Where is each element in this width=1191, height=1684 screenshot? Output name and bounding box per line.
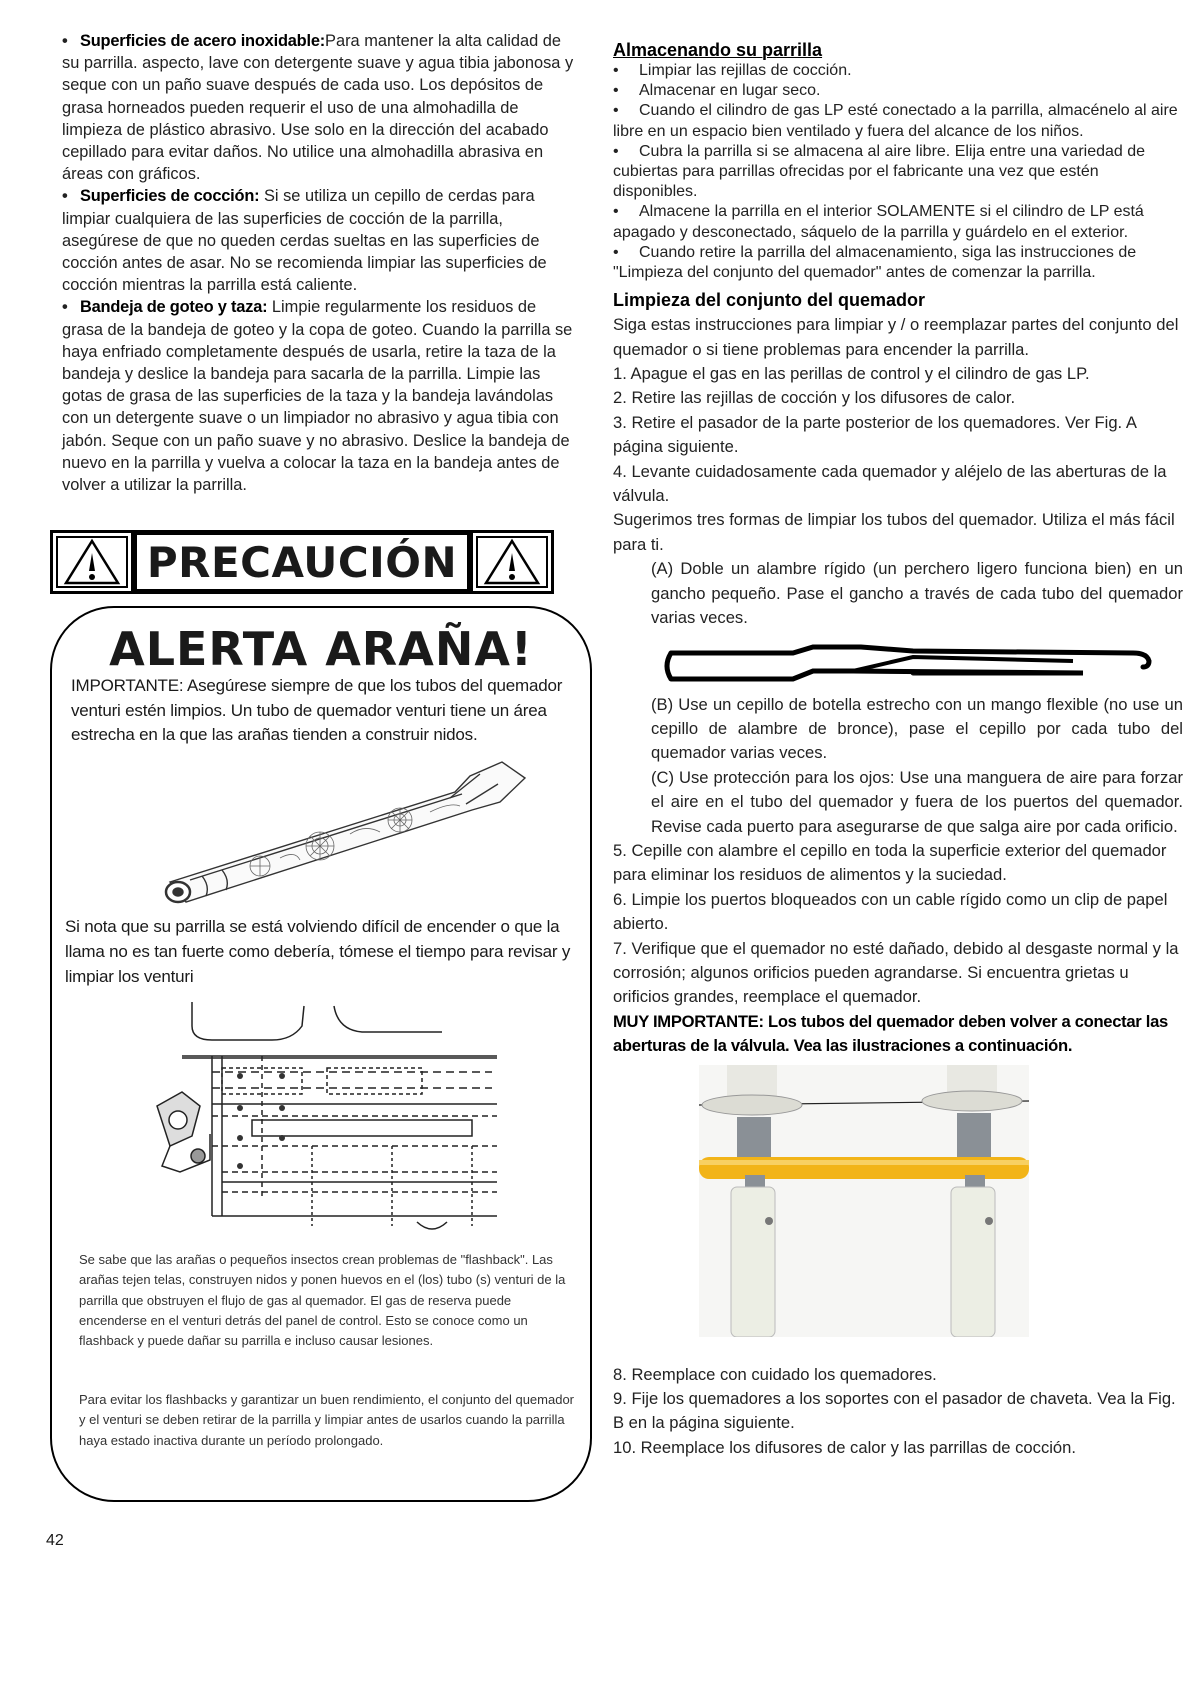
valve-connection-photo — [699, 1065, 1029, 1337]
grill-interior-diagram — [152, 996, 497, 1236]
cleaning-intro: Siga estas instrucciones para limpiar y / o reemplazar partes del conjunto del quemador o si tiene problemas para encender la parrilla. — [613, 315, 1179, 359]
step: 10. Reemplace los difusores de calor y las parrillas de cocción. — [613, 1437, 1077, 1457]
caution-banner — [50, 530, 554, 594]
step: 9. Fije los quemadores a los soportes con el pasador de chaveta. Vea la Fig. B en la página siguiente. — [613, 1389, 1176, 1433]
left-column — [62, 30, 576, 496]
bullet: • — [62, 298, 68, 317]
venturi-tube-illustration — [150, 754, 540, 904]
suggestion: Sugerimos tres formas de limpiar los tubos del quemador. Utiliza el más fácil para ti. — [613, 510, 1175, 554]
storage-item: • Cubra la parrilla si se almacena al aire libre. Elija entre una variedad de cubiertas para parrillas ofrecidas por el fabricante una vez que estén disponibles. — [613, 142, 1146, 201]
drip-tray-paragraph — [62, 296, 576, 496]
method-a: (A) Doble un alambre rígido (un perchero ligero funciona bien) en un gancho pequeño. Pase el gancho a través de cada tubo del quemador varias veces. — [651, 559, 1183, 628]
alert-flashback-text: Se sabe que las arañas o pequeños insectos crean problemas de "flashback". Las arañas tejen telas, construyen nidos y ponen huevos en el (los) tubo (s) venturi de la parrilla que obstruyen el flujo de gas al quemador. El gas de reserva puede encenderse en el venturi detrás del panel de control. Esto se conoce como un flashback y puede dañar su parrilla e incluso causar lesiones. — [79, 1252, 566, 1349]
step: 8. Reemplace con cuidado los quemadores. — [613, 1364, 937, 1384]
warning-triangle-icon — [483, 538, 541, 586]
method-c: (C) Use protección para los ojos: Use una manguera de aire para forzar el aire en el tubo del quemador y fuera de los puertos del quemador. Revise cada puerto para asegurarse de que salga aire por cada orificio. — [651, 767, 1183, 836]
alert-title: ALERTA ARAÑA! — [109, 622, 533, 676]
stainless-paragraph — [62, 30, 576, 185]
right-column — [613, 40, 1183, 1460]
warning-box-right — [473, 533, 551, 591]
alert-note: Si nota que su parrilla se está volviendo difícil de encender o que la llama no es tan fuerte como debería, tómese el tiempo para revisar y limpiar los venturi — [65, 917, 571, 986]
storage-item: • Cuando retire la parrilla del almacenamiento, siga las instrucciones de "Limpieza del conjunto del quemador" antes de comenzar la parrilla. — [613, 243, 1137, 282]
warning-triangle-icon — [63, 538, 121, 586]
step: 6. Limpie los puertos bloqueados con un cable rígido como un clip de papel abierto. — [613, 889, 1168, 934]
bullet: • — [613, 82, 619, 100]
stainless-text: Para mantener la alta calidad de su parrilla. aspecto, lave con detergente suave y agua tibia jabonosa y seque con un paño suave después de cada uso. Los depósitos de grasa horneados pueden requerir el uso de una almohadilla de limpieza de plástico abrasivo. Use solo en la dirección del acabado cepillado para evitar daños. No utilice una almohadilla abrasiva en áreas con gráficos. — [62, 32, 574, 184]
cooking-surfaces-label: Superficies de cocción: — [80, 187, 260, 206]
bullet: • — [613, 142, 619, 160]
cooking-surfaces-paragraph — [62, 185, 576, 296]
warning-box-left — [53, 533, 131, 591]
bullet: • — [613, 243, 619, 261]
spider-alert-box — [50, 606, 592, 1502]
drip-tray-label: Bandeja de goteo y taza: — [80, 298, 268, 317]
step: 4. Levante cuidadosamente cada quemador y aléjelo de las aberturas de la válvula. — [613, 461, 1167, 506]
step: 1. Apague el gas en las perillas de control y el cilindro de gas LP. — [613, 364, 1090, 384]
step: 2. Retire las rejillas de cocción y los difusores de calor. — [613, 388, 1016, 408]
storage-item: • Limpiar las rejillas de cocción. — [613, 61, 1183, 81]
storage-heading: Almacenando su parrilla — [613, 40, 823, 60]
stainless-label: Superficies de acero inoxidable: — [80, 32, 326, 50]
alert-important-text: IMPORTANTE: Asegúrese siempre de que los tubos del quemador venturi estén limpios. Un tubo de quemador venturi tiene un área estrecha en la que las arañas tienden a construir nidos. — [71, 676, 563, 744]
caution-title: PRECAUCIÓN — [135, 533, 469, 591]
cooking-surfaces-text: Si se utiliza un cepillo de cerdas para limpiar cualquiera de las superficies de cocción de la parrilla, asegúrese de que no queden cerdas sueltas en las superficies de cocción antes de asar. No se recomienda limpiar las superficies de cocción mientras la parrilla está caliente. — [62, 187, 547, 295]
page-number: 42 — [46, 1532, 64, 1549]
bullet: • — [62, 187, 68, 206]
cleaning-heading: Limpieza del conjunto del quemador — [613, 290, 926, 311]
bullet: • — [613, 62, 619, 79]
storage-item: • Almacene la parrilla en el interior SOLAMENTE si el cilindro de LP está apagado y desconectado, sáquelo de la parrilla y guárdelo en el exterior. — [613, 203, 1144, 241]
bullet: • — [613, 203, 619, 221]
step: 7. Verifique que el quemador no esté dañado, debido al desgaste normal y la corrosión; algunos orificios pueden agrandarse. Si encuentra grietas u orificios grandes, reemplace el quemador. — [613, 938, 1179, 1007]
bullet: • — [613, 102, 619, 120]
step: 3. Retire el pasador de la parte posterior de los quemadores. Ver Fig. A página siguiente. — [613, 412, 1137, 457]
alert-prevention-text: Para evitar los flashbacks y garantizar un buen rendimiento, el conjunto del quemador y el venturi se deben retirar de la parrilla y limpiar antes de usarlos cuando la parrilla haya estado inactiva durante un período prolongado. — [79, 1392, 575, 1448]
step: 5. Cepille con alambre el cepillo en toda la superficie exterior del quemador para eliminar los residuos de alimentos y la suciedad. — [613, 840, 1167, 885]
method-b: (B) Use un cepillo de botella estrecho con un mango flexible (no use un cepillo de alambre de bronce), pase el cepillo por cada tubo del quemador varias veces. — [651, 694, 1183, 763]
bullet: • — [62, 32, 68, 50]
storage-item: • Almacenar en lugar seco. — [613, 81, 1183, 101]
storage-item: • Cuando el cilindro de gas LP esté conectado a la parrilla, almacénelo al aire libre en un espacio bien ventilado y fuera del alcance de los niños. — [613, 102, 1178, 140]
drip-tray-text: Limpie regularmente los residuos de grasa de la bandeja de goteo y la copa de goteo. Cuando la parrilla se haya enfriado completamente después de usarla, retire la taza de la bandeja y deslice la bandeja para sacarla de la parrilla. Limpie las gotas de grasa de las superficies de la taza y la bandeja lavándolas con un detergente suave o un limpiador no abrasivo y agua tibia con jabón. Seque con un paño suave y no abrasivo. Deslice la bandeja de nuevo en la parrilla y vuelva a colocar la taza en la bandeja antes de volver a utilizar la parrilla. — [62, 298, 573, 495]
very-important-note: MUY IMPORTANTE: Los tubos del quemador deben volver a conectar las aberturas de la válvula. Vea las ilustraciones a continuación. — [613, 1011, 1168, 1056]
wire-hook-illustration — [613, 639, 1183, 689]
